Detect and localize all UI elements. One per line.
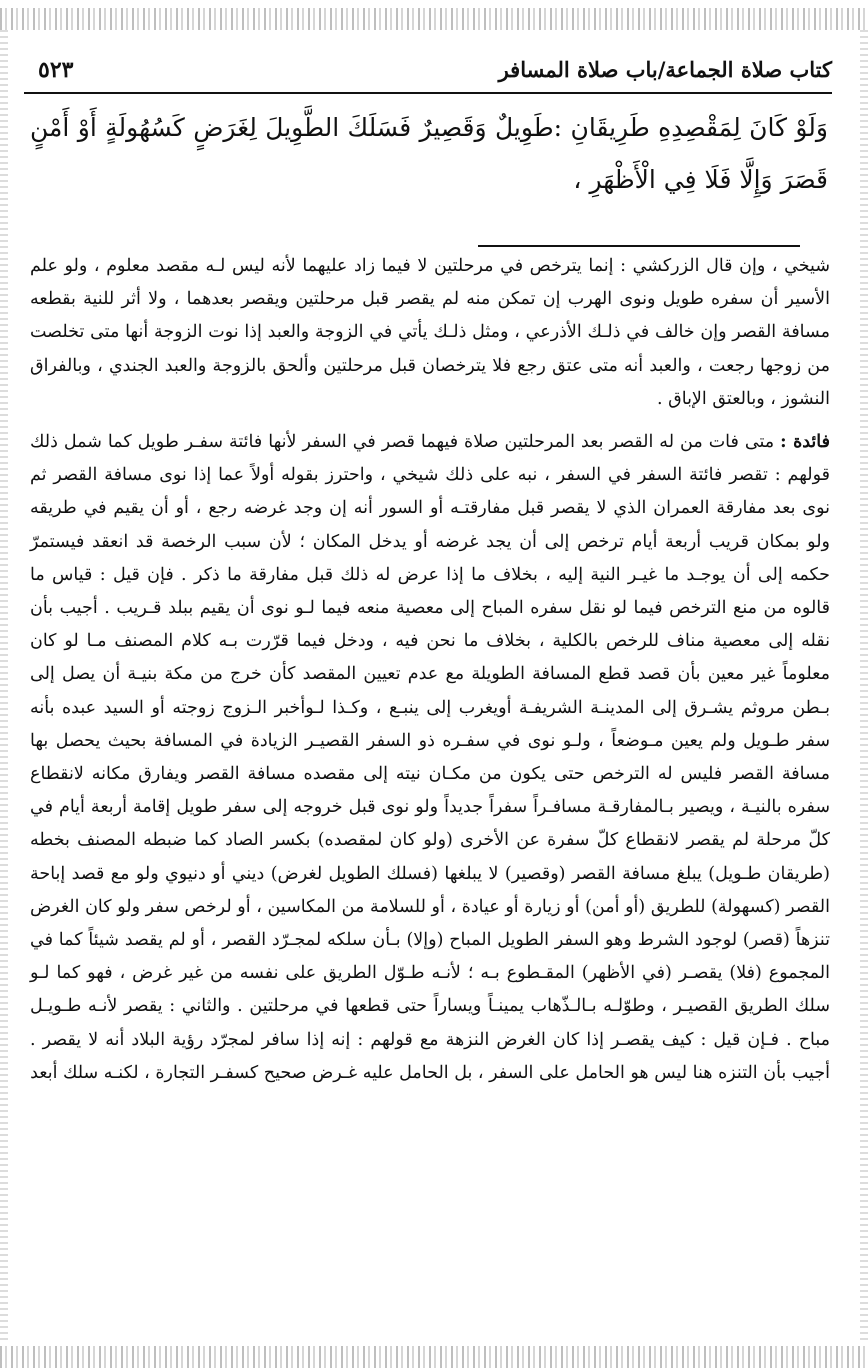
bottom-decorative-border [0,1346,868,1368]
commentary-block [30,250,830,1090]
commentary-paragraph-1: شيخي ، وإن قال الزركشي : إنما يترخص في مرحلتين لا فيما زاد عليهما لأنه ليس لـه مقصد معلوم ، ولو علم الأسير أن سفره طويل ونوى الهرب إن تمكن منه لم يقصر قبل مرحلتين ويقصر بعدهما ، ولا أثر للنية بقطعه مسافة القصر وإن خالف في ذلـك الأذرعي ، ومثل ذلـك يأتي في الزوجة والعبد إذا نوت الزوجة أنها متى تخلصت من زوجها رجعت ، والعبد أنه متى عتق رجع فلا يترخصان قبل مرحلتين وألحق بالزوجة والعبد الجندي ، وبالفراق النشوز ، وبالعتق الإباق . [30,256,830,409]
main-text: وَلَوْ كَانَ لِمَقْصِدِهِ طَرِيقَانِ :طَوِيلٌ وَقَصِيرٌ فَسَلَكَ الطَّوِيلَ لِغَرَضٍ كَسُهُولَةٍ أَوْ أَمْنٍ قَصَرَ وَإِلَّا فَلَا فِي الْأَظْهَرِ ، [30,113,828,194]
left-page-edge [0,30,8,1340]
main-text-block [30,102,828,206]
chapter-title: كتاب صلاة الجماعة/باب صلاة المسافر [498,57,832,82]
benefit-label: فائدة : [780,432,830,453]
right-page-edge [860,30,868,1340]
running-header [24,54,832,94]
page-number: ٥٢٣ [38,57,74,83]
top-decorative-border [0,8,868,30]
commentary-paragraph-2 [30,426,830,1090]
commentary-paragraph-2-body: متى فات من له القصر بعد المرحلتين صلاة فيهما قصر في السفر لأنها فائتة سفـر طويل كما شمل ذلك قولهم : تقصر فائتة السفر في السفر ، نبه على ذلك شيخي ، واحترز بقوله أولاً عما إذا نوى مسافة القصر ثم نوى بعد مفارقة العمران الذي لا يقصر قبل مفارقتـه أو السور أنه إن وجد غرضه رجع ، أو أن يقيم في طريقه ولو بمكان قريب أربعة أيام ترخص إلى أن يجد غرضه أو يدخل المكان ؛ لأن سبب الرخصة قد انعقد فيستمرّ حكمه إلى أن يوجـد ما غيـر النية إليه ، بخلاف ما إذا عرض له ذلك قبل مفارقة ما ذكر . فإن قيل : قياس ما قالوه من منع الترخص فيما لو نقل سفره المباح إلى معصية منعه فيما لـو نوى أن يقيم ببلد قـريب . أجيب بأن نقله إلى معصية مناف للرخص بالكلية ، بخلاف ما نحن فيه ، ودخل فيما قرّرت بـه كلام المصنف مـا لو كان معلوماً غير معين بأن قصد قطع المسافة الطويلة مع عدم تعيين المقصد كأن خرج من مكة بنيـة أن يصل إلى بـطن مروثم يشـرق إلى المدينـة الشريفـة أويغرب إلى ينبـع ، وكـذا لـوأخبر الـزوج زوجته أو السيد عبده بأنه سفر طـويل ولم يعين مـوضعاً ، ولـو نوى في سفـره ذو السفر القصيـر الزيادة في المسافة بحيث يحصل بها مسافة القصر فليس له الترخص حتى يكون من مكـان نيته إلى مقصده مسافة القصر ويفارق مكانه لانقطاع سفره بالنيـة ، ويصير بـالمفارقـة مسافـراً سفراً جديداً ولو نوى قبل خروجه إلى سفر طويل إقامة أربعة أيام في كلّ مرحلة لم يقصر لانقطاع كلّ سفرة عن الأخرى (ولو كان لمقصده) بكسر الصاد كما ضبطه المصنف بخطه (طريقان طـويل) يبلغ مسافة القصر (وقصير) لا يبلغها (فسلك الطويل لغرض) ديني أو دنيوي ولو مع قصد إباحة القصر (كسهولة) للطريق (أو أمن) أو زيارة أو عيادة ، أو للسلامة من المكاسين ، أو لرخص سفر ولو كان الغرض تنزهاً (قصر) لوجود الشرط وهو السفر الطويل المباح (وإلا) بـأن سلكه لمجـرّد القصر ، أو لم يقصد شيئاً كما في المجموع (فلا) يقصـر (في الأظهر) المقـطوع بـه ؛ لأنـه طـوّل الطريق على نفسه من غير غرض ، فهو كما لـو سلك الطريق القصيـر ، وطوّلـه بـالـذّهاب يمينـاً ويساراً حتى قطعها في مرحلتين . والثاني : يقصر لأنـه طـويـل مباح . فـإن قيل : كيف يقصـر إذا كان الغرض النزهة مع قولهم : إنه إذا سافر لمجرّد رؤية البلاد أنه لا يقصر . أجيب بأن التنزه هنا ليس هو الحامل على السفر ، بل الحامل عليه غـرض صحيح كسفـر التجارة ، لكنـه سلك أبعد [30,432,830,1083]
header-rule [24,92,832,94]
main-text-separator [478,245,800,247]
